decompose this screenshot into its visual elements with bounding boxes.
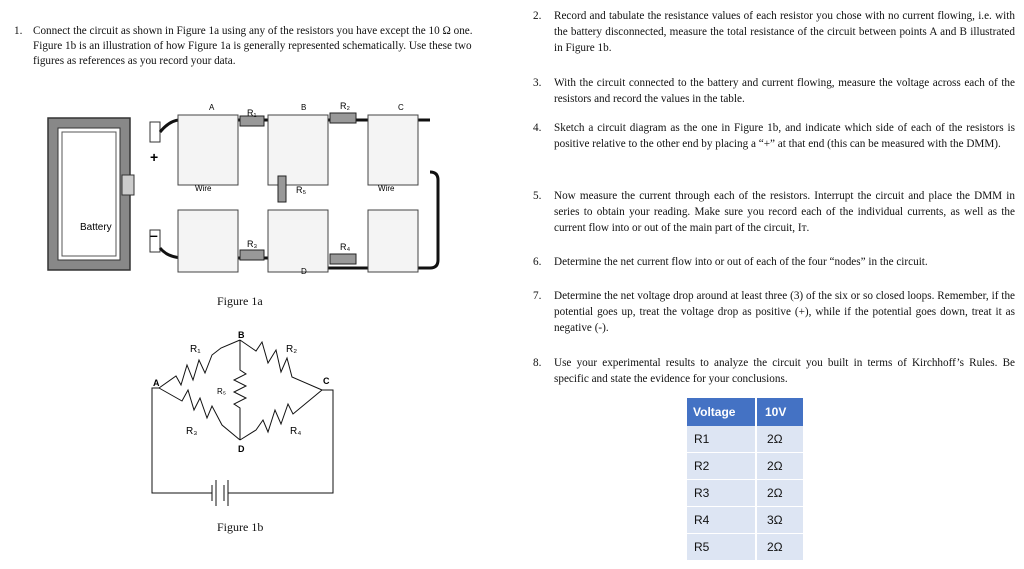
resistor-r3 <box>159 388 240 440</box>
schematic-label-r2: R₂ <box>286 344 298 355</box>
question-text: With the circuit connected to the battery and current flowing, measure the voltage across each of the resistors and record the values in the table. <box>554 77 1015 105</box>
question-number: 5. <box>533 190 542 202</box>
question-3 <box>533 75 1015 107</box>
node-label-d: D <box>301 267 307 276</box>
resistance-table <box>687 398 803 561</box>
figure-1b-caption: Figure 1b <box>217 520 264 534</box>
schematic-label-r1: R₁ <box>190 344 201 355</box>
question-text: Determine the net voltage drop around at least three (3) of the six or so closed loops. Remember, if the potential goes up, treat the voltage drop as positive (+), while if the potential goes down, treat it as negative (-). <box>554 290 1015 334</box>
table-cell-value: 2Ω <box>756 480 803 507</box>
table-cell-value: 2Ω <box>756 426 803 453</box>
schematic-node-c: C <box>323 376 330 386</box>
question-5 <box>533 188 1015 236</box>
question-text: Connect the circuit as shown in Figure 1a using any of the resistors you have except the 10 Ω one. Figure 1b is an illustration of how Figure 1a is generally represented schematically. Use these two figures as references as you record your data. <box>33 25 473 67</box>
figure-1a-caption: Figure 1a <box>217 294 263 308</box>
label-r3: R₃ <box>247 239 258 249</box>
question-text: Use your experimental results to analyze the circuit you built in terms of Kirchhoff’s Rules. Be specific and state the evidence for your conclusions. <box>554 357 1015 385</box>
table-cell-value: 3Ω <box>756 507 803 534</box>
table-header-row <box>687 398 803 426</box>
table-row <box>687 453 803 480</box>
table-cell-value: 2Ω <box>756 534 803 561</box>
question-text: Sketch a circuit diagram as the one in Figure 1b, and indicate which side of each of the resistors is positive relative to the other end by placing a “+” at that end (this can be measured with the DMM). <box>554 122 1015 150</box>
table-cell-resistor: R1 <box>687 426 756 453</box>
table-row <box>687 480 803 507</box>
question-text: Now measure the current through each of the resistors. Interrupt the circuit and place the DMM in series to obtain your reading. Make sure you record each of the individual currents, as well as the current flow into or out of the main part of the circuit, Iᴛ. <box>554 190 1015 234</box>
table-header-value: 10V <box>756 398 803 426</box>
question-text: Record and tabulate the resistance values of each resistor you chose with no current flowing, i.e. with the battery disconnected, measure the total resistance of the circuit between points A and B illustrated in Figure 1b. <box>554 10 1015 54</box>
schematic-node-a: A <box>153 378 160 388</box>
resistor-r4 <box>240 390 322 440</box>
table-cell-resistor: R5 <box>687 534 756 561</box>
question-2 <box>533 8 1015 56</box>
table-cell-resistor: R2 <box>687 453 756 480</box>
question-4 <box>533 120 1015 152</box>
label-r1: R₁ <box>247 108 257 118</box>
minus-sign: – <box>150 227 158 243</box>
question-8 <box>533 355 1015 387</box>
table-cell-resistor: R4 <box>687 507 756 534</box>
resistor-r2 <box>240 340 322 390</box>
label-r4: R₄ <box>340 242 351 252</box>
battery-label: Battery <box>80 222 112 233</box>
schematic-label-r3: R₃ <box>186 426 198 437</box>
schematic-label-r5: R₅ <box>217 387 226 396</box>
question-number: 1. <box>14 25 23 37</box>
node-label-a: A <box>209 103 215 112</box>
schematic-node-d: D <box>238 444 245 454</box>
question-number: 4. <box>533 122 542 134</box>
question-text: Determine the net current flow into or out of each of the four “nodes” in the circuit. <box>554 256 928 268</box>
node-label-b: B <box>301 103 307 112</box>
schematic-node-b: B <box>238 330 245 340</box>
schematic-label-r4: R₄ <box>290 426 302 437</box>
wire-label-left: Wire <box>195 184 212 193</box>
question-7 <box>533 288 1015 336</box>
table-row <box>687 534 803 561</box>
plus-sign: + <box>150 149 159 165</box>
table-cell-value: 2Ω <box>756 453 803 480</box>
table-row <box>687 426 803 453</box>
question-number: 2. <box>533 10 542 22</box>
label-r5: R₅ <box>296 185 307 195</box>
table-cell-resistor: R3 <box>687 480 756 507</box>
node-label-c: C <box>398 103 404 112</box>
resistor-r5 <box>234 340 246 440</box>
label-r2: R₂ <box>340 101 350 111</box>
table-row <box>687 507 803 534</box>
question-number: 7. <box>533 290 542 302</box>
wire-label-right: Wire <box>378 184 395 193</box>
question-number: 8. <box>533 357 542 369</box>
question-number: 6. <box>533 256 542 268</box>
table-header-voltage: Voltage <box>687 398 756 426</box>
question-number: 3. <box>533 77 542 89</box>
question-6 <box>533 254 1015 270</box>
